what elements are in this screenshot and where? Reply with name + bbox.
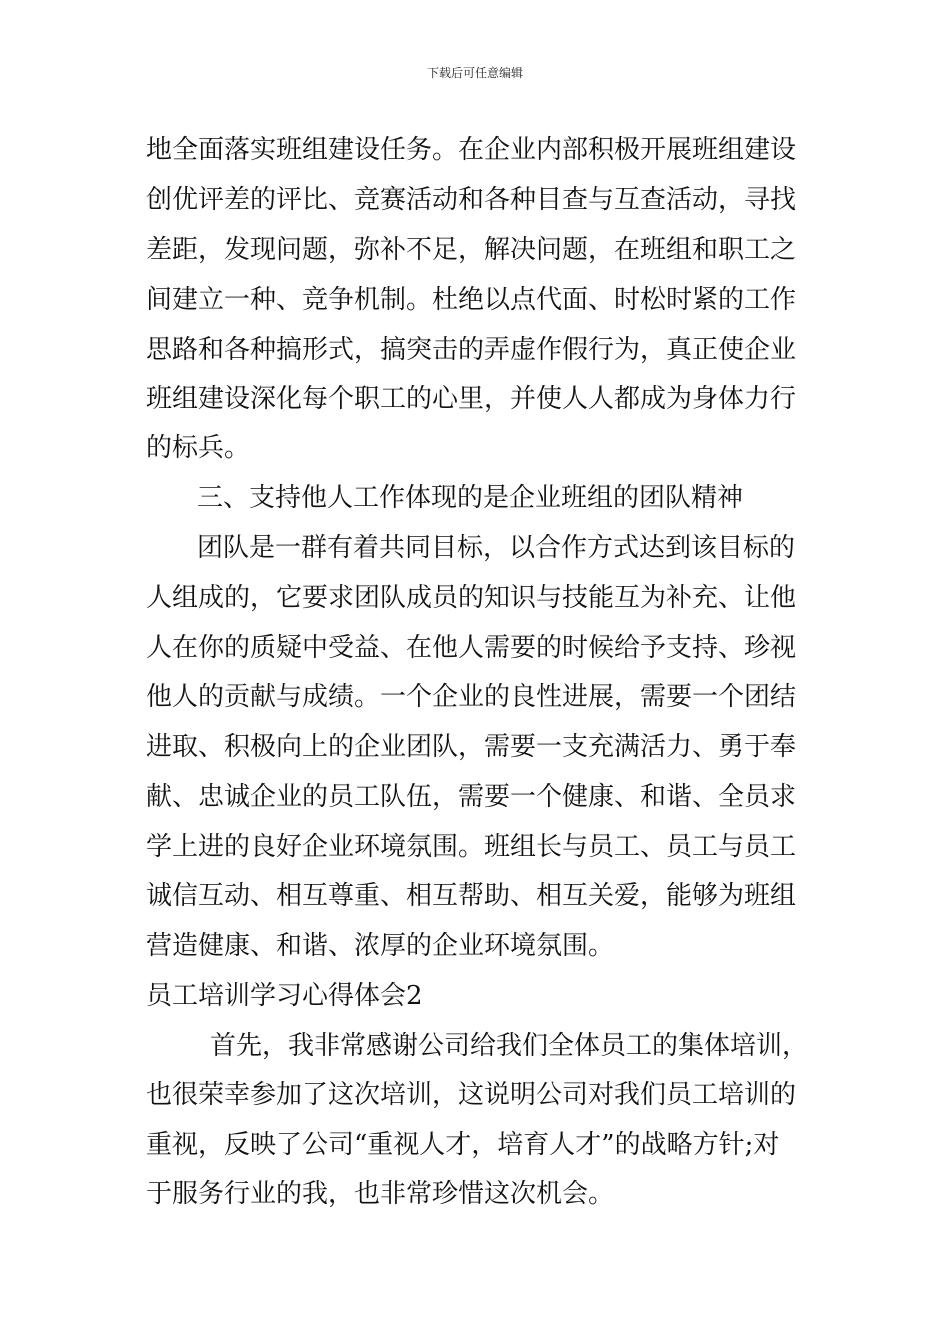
text-line-14: 献、忠诚企业的员工队伍，需要一个健康、和谐、全员求 [146, 782, 797, 812]
text-line-9: 团队是一群有着共同目标，以合作方式达到该目标的 [197, 533, 796, 563]
text-line-6: 班组建设深化每个职工的心里，并使人人都成为身体力行 [146, 384, 797, 414]
text-line-4: 间建立一种、竞争机制。杜绝以点代面、时松时紧的工作 [146, 285, 797, 315]
text-line-11: 人在你的质疑中受益、在他人需要的时候给予支持、珍视 [146, 633, 797, 663]
text-line-10: 人组成的，它要求团队成员的知识与技能互为补充、让他 [146, 583, 797, 613]
text-line-2: 创优评差的评比、竞赛活动和各种目查与互查活动，寻找 [146, 185, 797, 215]
text-line-13: 进取、积极向上的企业团队，需要一支充满活力、勇于奉 [146, 732, 797, 762]
page-header-note: 下载后可任意编辑 [426, 66, 523, 80]
text-line-7: 的标兵。 [146, 433, 251, 463]
text-line-22: 于服务行业的我，也非常珍惜这次机会。 [146, 1179, 615, 1209]
text-line-3: 差距，发现问题，弥补不足，解决问题，在班组和职工之 [146, 235, 797, 265]
text-line-17: 营造健康、和谐、浓厚的企业环境氛围。 [146, 931, 615, 961]
text-line-15: 学上进的良好企业环境氛围。班组长与员工、员工与员工 [146, 832, 797, 862]
text-line-19: 首先，我非常感谢公司给我们全体员工的集体培训， [210, 1031, 809, 1061]
text-line-5: 思路和各种搞形式，搞突击的弄虚作假行为，真正使企业 [146, 335, 797, 365]
text-line-1: 地全面落实班组建设任务。在企业内部积极开展班组建设 [146, 135, 797, 165]
section-heading: 三、支持他人工作体现的是企业班组的团队精神 [197, 483, 744, 513]
text-line-16: 诚信互动、相互尊重、相互帮助、相互关爱，能够为班组 [146, 881, 797, 911]
text-line-20: 也很荣幸参加了这次培训，这说明公司对我们员工培训的 [146, 1080, 797, 1110]
text-line-21: 重视，反映了公司“重视人才，培育人才”的战略方针;对 [146, 1130, 780, 1160]
article-title: 员工培训学习心得体会2 [146, 981, 423, 1011]
text-line-12: 他人的贡献与成绩。一个企业的良性进展，需要一个团结 [146, 682, 797, 712]
